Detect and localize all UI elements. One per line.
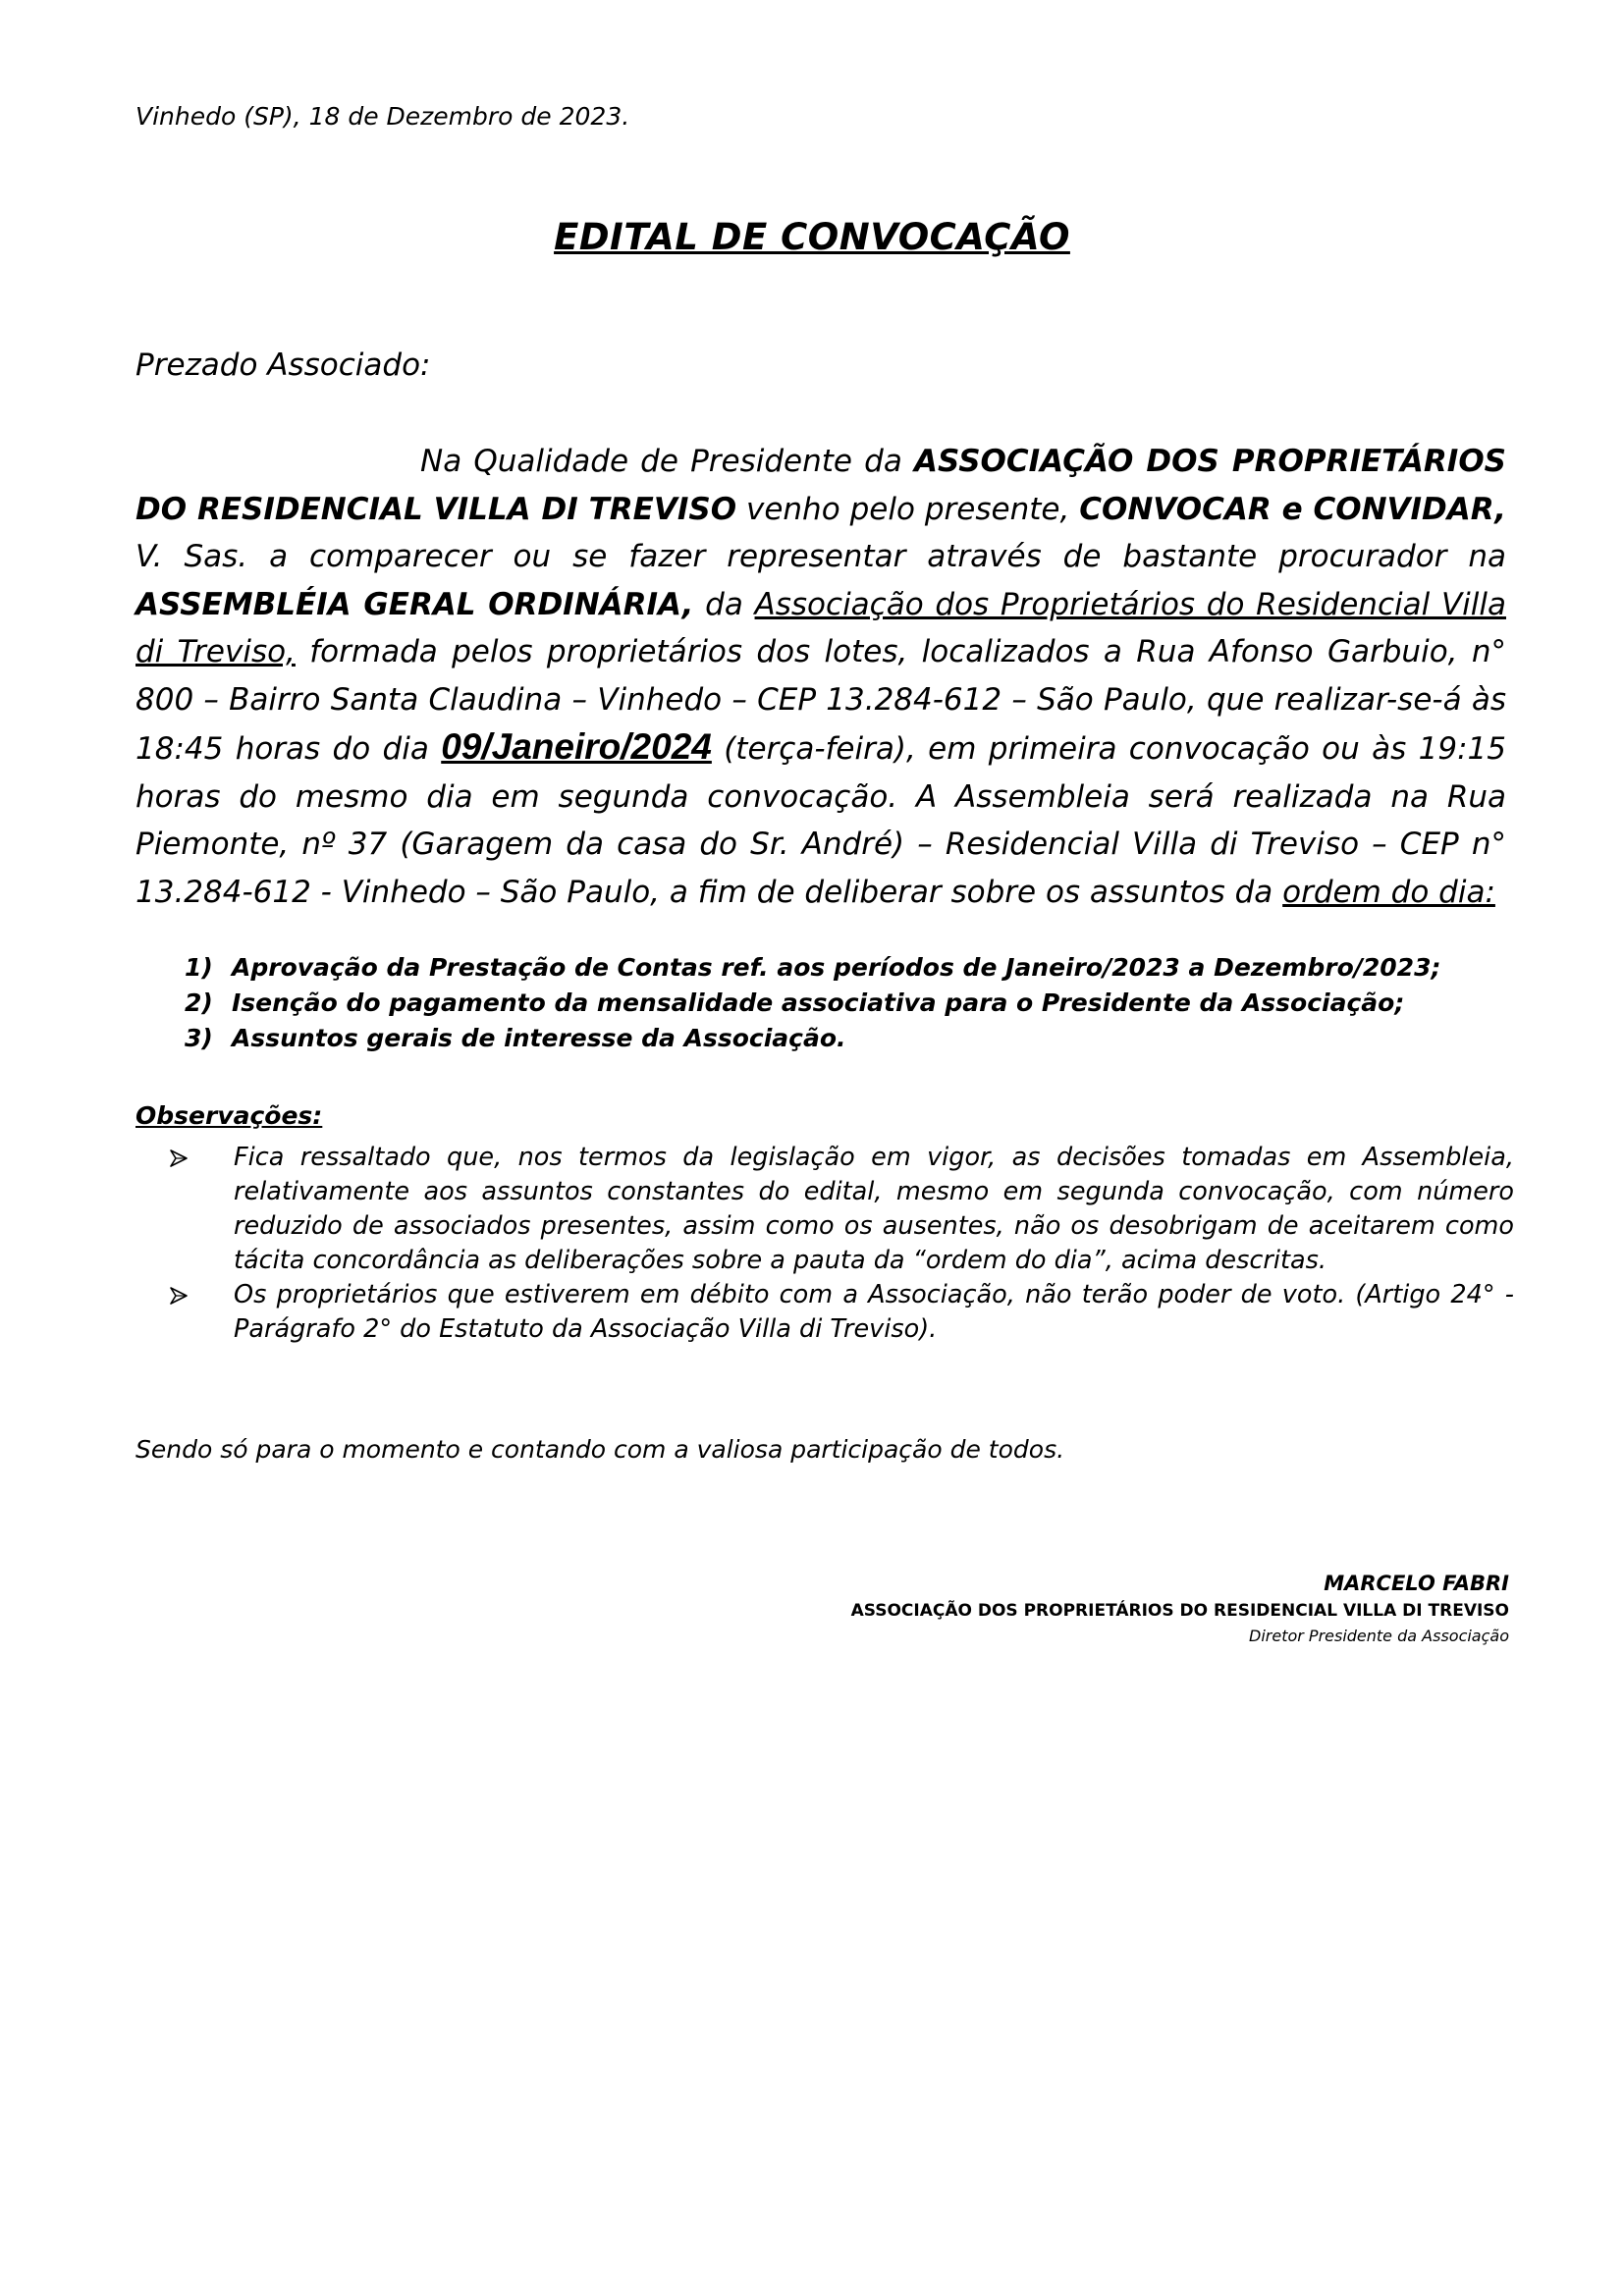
body-text-6: (terça-feira), em primeira convocação ou às 19:15 horas do mesmo dia em segunda convocação. A Assembleia será realizada na Rua Piemonte, nº 37 (Garagem da casa do Sr. André) – Residencial Villa di Treviso – CEP n° 13.284-612 - Vinhedo – São Paulo, a fim de deliberar sobre os assuntos da (135, 731, 1506, 910)
arrow-bullet-icon (169, 1278, 234, 1347)
meeting-date: 09/Janeiro/2024 (441, 726, 712, 767)
observation-text: Fica ressaltado que, nos termos da legislação em vigor, as decisões tomadas em Assembleia, relativamente aos assuntos constantes do edital, mesmo em segunda convocação, com número reduzido de associados presentes, assim como os ausentes, não os desobrigam de aceitarem como tácita concordância as deliberações sobre a pauta da “ordem do dia”, acima descritas. (234, 1143, 1514, 1275)
agenda-item-number: 1) (185, 953, 213, 982)
agenda-item (185, 950, 1540, 986)
document-title: EDITAL DE CONVOCAÇÃO (554, 216, 1070, 258)
order-of-day-label: ordem do dia: (1282, 874, 1495, 910)
agenda-item-text: Isenção do pagamento da mensalidade associativa para o Presidente da Associação; (232, 988, 1405, 1017)
date-line: Vinhedo (SP), 18 de Dezembro de 2023. (135, 102, 630, 131)
observation-item (169, 1141, 1514, 1278)
association-reference: Associação dos Proprietários do Residencial Villa di Treviso, (135, 586, 1506, 669)
arrow-bullet-icon (169, 1141, 234, 1278)
body-text-3: V. Sas. a comparecer ou se fazer representar através de bastante procurador na (135, 539, 1506, 574)
observations-list (169, 1141, 1514, 1347)
observation-item (169, 1278, 1514, 1347)
association-name: ASSOCIAÇÃO DOS PROPRIETÁRIOS DO RESIDENCIAL VILLA DI TREVISO (135, 444, 1506, 527)
signature-block (851, 1569, 1509, 1649)
agenda-list (185, 950, 1540, 1056)
convocation-phrase: CONVOCAR e CONVIDAR, (1079, 491, 1506, 527)
body-text-5: formada pelos proprietários dos lotes, localizados a Rua Afonso Garbuio, n° 800 – Bairro Santa Claudina – Vinhedo – CEP 13.284-612 – São Paulo, que realizar-se-á às 18:45 horas do dia (135, 634, 1506, 767)
body-text-2: venho pelo presente, (736, 491, 1080, 527)
agenda-item-text: Aprovação da Prestação de Contas ref. aos períodos de Janeiro/2023 a Dezembro/2023; (232, 953, 1441, 982)
signatory-role: Diretor Presidente da Associação (1249, 1627, 1509, 1645)
body-text-4: da (693, 586, 755, 622)
closing-remark: Sendo só para o momento e contando com a valiosa participação de todos. (135, 1435, 1065, 1464)
agenda-item (185, 986, 1540, 1021)
observation-text: Os proprietários que estiverem em débito com a Associação, não terão poder de voto. (Artigo 24° - Parágrafo 2° do Estatuto da Associação Villa di Treviso). (234, 1280, 1514, 1344)
signatory-name: MARCELO FABRI (1324, 1572, 1509, 1595)
agenda-item-number: 2) (185, 988, 213, 1017)
body-text-1: Na Qualidade de Presidente da (420, 444, 914, 479)
body-paragraph (135, 438, 1506, 916)
agenda-item-number: 3) (185, 1024, 213, 1052)
assembly-type: ASSEMBLÉIA GERAL ORDINÁRIA, (135, 586, 694, 622)
agenda-item-text: Assuntos gerais de interesse da Associação. (232, 1024, 846, 1052)
observations-heading: Observações: (135, 1101, 323, 1130)
agenda-item (185, 1021, 1540, 1056)
greeting: Prezado Associado: (135, 347, 431, 383)
signatory-organization: ASSOCIAÇÃO DOS PROPRIETÁRIOS DO RESIDENCIAL VILLA DI TREVISO (850, 1601, 1509, 1621)
